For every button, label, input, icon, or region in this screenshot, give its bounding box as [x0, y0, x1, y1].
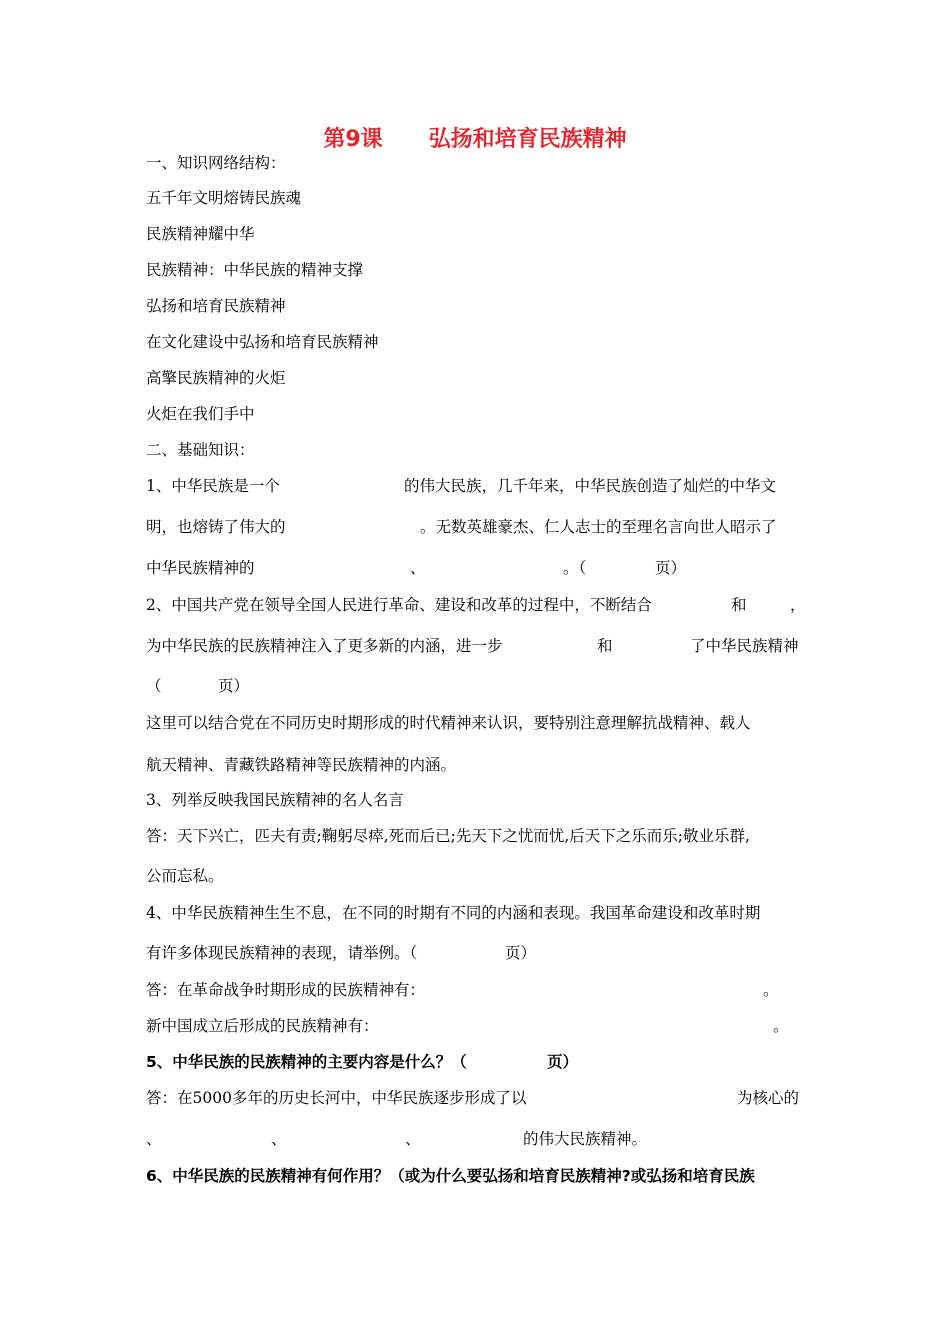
q5-question: 页） [547, 1053, 579, 1071]
q4-text: 有许多体现民族精神的表现，请举例。（ [146, 944, 418, 962]
q1-text: 1、中华民族是一个 [146, 477, 280, 495]
outline-item: 火炬在我们手中 [146, 405, 255, 423]
lesson-topic: 弘扬和培育民族精神 [428, 127, 627, 152]
q5-question: 5、中华民族的民族精神的主要内容是什么？（ [146, 1053, 467, 1071]
q5-answer: 、 [146, 1130, 162, 1148]
q4-answer: 新中国成立后形成的民族精神有： [146, 1017, 379, 1035]
q5-answer: 答：在5000多年的历史长河中，中华民族逐步形成了以 [146, 1089, 527, 1107]
q1-text: 的伟大民族，几千年来，中华民族创造了灿烂的中华文 [404, 477, 777, 495]
q4-answer: 答：在革命战争时期形成的民族精神有： [146, 981, 426, 999]
q1-text: 、 [410, 559, 426, 577]
outline-item: 民族精神：中华民族的精神支撑 [146, 261, 364, 279]
q4-question: 4、中华民族精神生生不息，在不同的时期有不同的内涵和表现。我国革命建设和改革时期 [146, 904, 761, 922]
q2-text: （ [146, 677, 162, 695]
q5-answer: 为核心的 [737, 1089, 800, 1107]
q3-answer: 答：天下兴亡，匹夫有责;鞠躬尽瘁,死而后已;先天下之忧而忧,后天下之乐而乐;敬业乐群, [146, 827, 750, 845]
outline-item: 民族精神耀中华 [146, 225, 255, 243]
outline-item: 在文化建设中弘扬和培育民族精神 [146, 333, 379, 351]
q2-text: 2、中国共产党在领导全国人民进行革命、建设和改革的过程中，不断结合 [146, 596, 652, 614]
outline-item: 五千年文明熔铸民族魂 [146, 189, 302, 207]
section1-heading: 一、知识网络结构： [146, 154, 286, 172]
q4-answer: 。 [763, 981, 779, 999]
q1-text: 明，也熔铸了伟大的 [146, 518, 286, 536]
q2-text: 页） [218, 677, 250, 695]
q1-text: 。（ [563, 559, 587, 577]
q2-text: 了中华民族精神 [690, 637, 799, 655]
section2-heading: 二、基础知识： [146, 441, 255, 459]
outline-item: 弘扬和培育民族精神 [146, 297, 286, 315]
q2-text: 和 [597, 637, 613, 655]
outline-item: 高擎民族精神的火炬 [146, 369, 286, 387]
page-title [0, 122, 950, 153]
q5-answer: 、 [271, 1130, 287, 1148]
q2-text: 为中华民族的民族精神注入了更多新的内涵，进一步 [146, 637, 503, 655]
q6-question: 6、中华民族的民族精神有何作用？（或为什么要弘扬和培育民族精神?或弘扬和培育民族 [146, 1167, 755, 1185]
q2-note: 这里可以结合党在不同历史时期形成的时代精神来认识，要特别注意理解抗战精神、载人 [146, 714, 751, 732]
q4-text: 页） [505, 944, 537, 962]
q2-text: 和 [731, 596, 747, 614]
q4-answer: 。 [773, 1017, 789, 1035]
lesson-number: 第9课 [323, 127, 383, 152]
q1-text: 页） [655, 559, 687, 577]
q5-answer: 、 [405, 1130, 421, 1148]
q1-text: 中华民族精神的 [146, 559, 255, 577]
q2-note: 航天精神、青藏铁路精神等民族精神的内涵。 [146, 756, 457, 774]
q5-answer: 的伟大民族精神。 [523, 1130, 648, 1148]
q2-text: ， [790, 596, 806, 614]
q3-question: 3、列举反映我国民族精神的名人名言 [146, 791, 404, 809]
q1-text: 。无数英雄豪杰、仁人志士的至理名言向世人昭示了 [420, 518, 777, 536]
q3-answer: 公而忘私。 [146, 867, 224, 885]
